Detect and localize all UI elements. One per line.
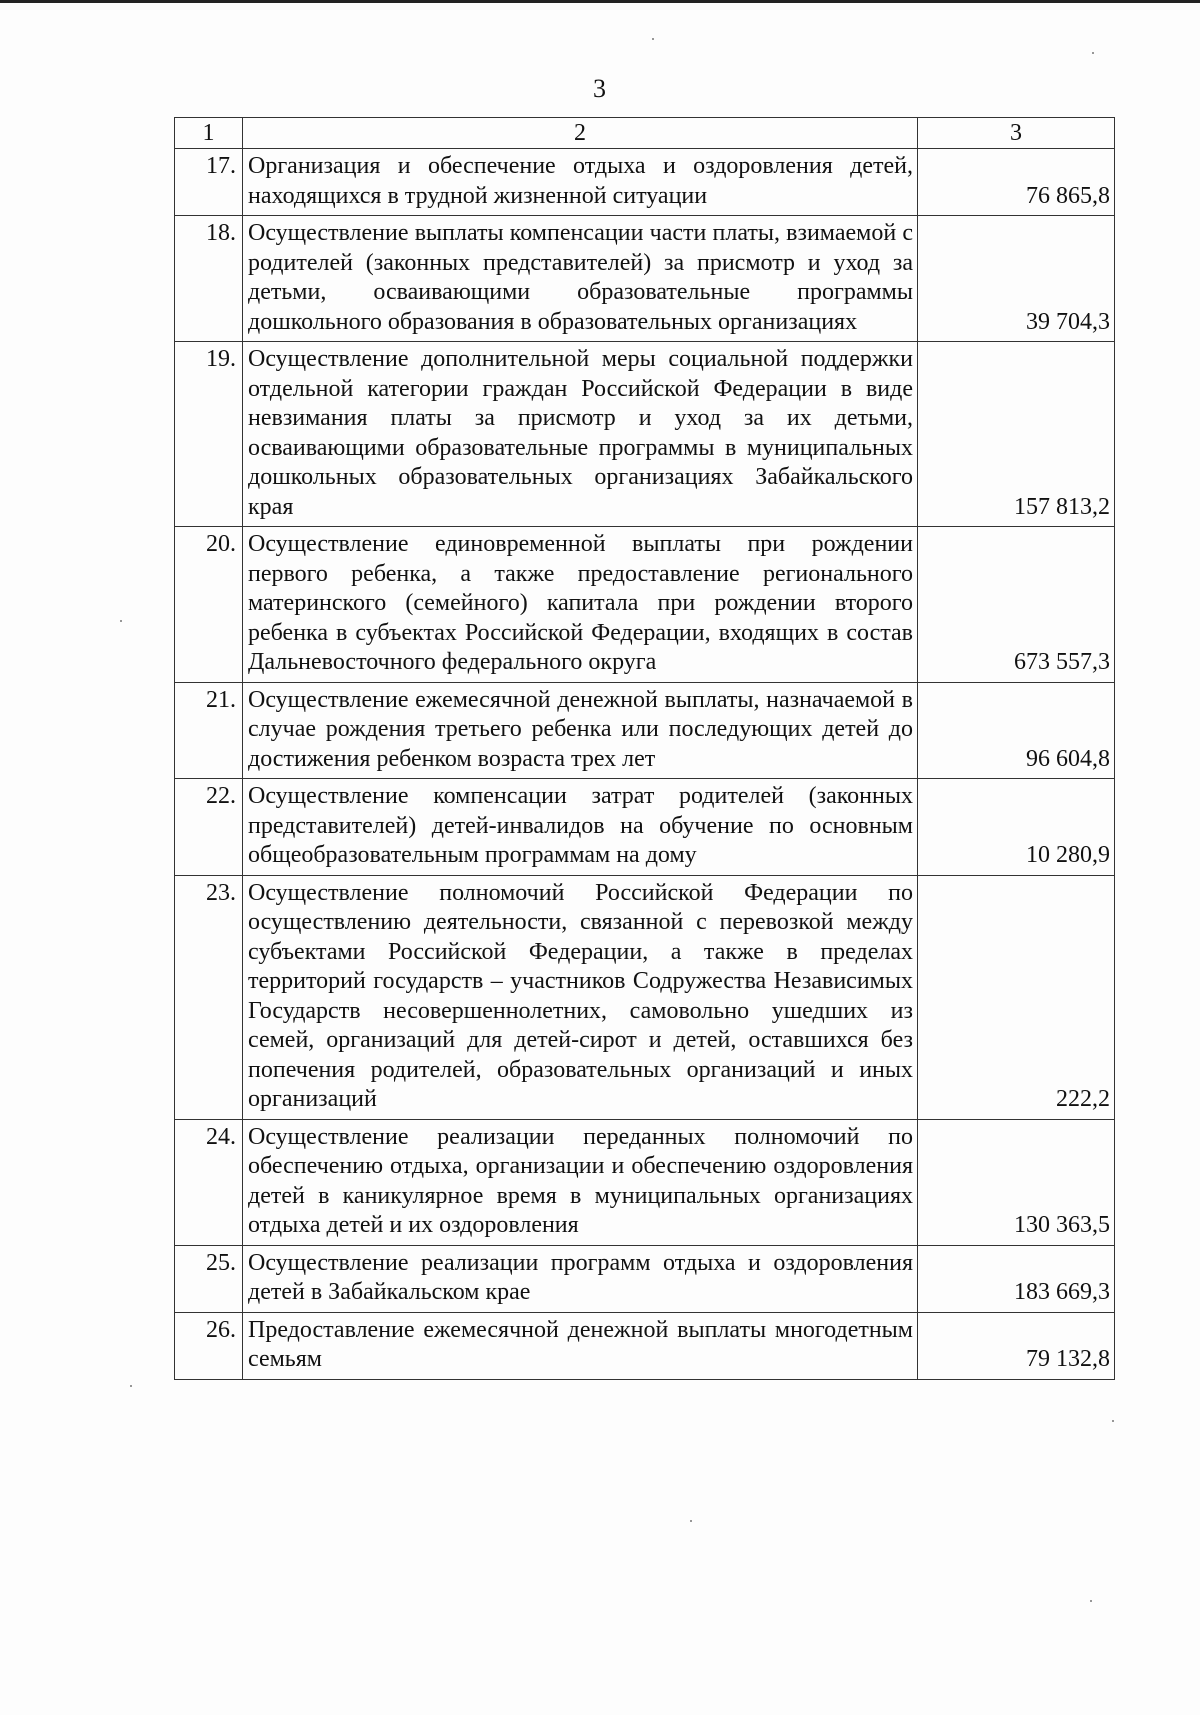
row-description: Осуществление полномочий Российской Федерации по осуществлению деятельности, связанной с перевозкой между субъектами Российской Федерации, а также в пределах территорий государств – участников Содружества Независимых Государств несовершеннолетних, самовольно ушедших из семей, организаций для детей-сирот и детей, оставшихся без попечения родителей, образовательных организаций и иных организаций: [243, 875, 918, 1119]
page-number: 3: [593, 74, 607, 103]
appropriations-table: [174, 117, 1115, 1380]
row-description: Осуществление реализации программ отдыха и оздоровления детей в Забайкальском крае: [243, 1245, 918, 1312]
table-row: [175, 875, 1115, 1119]
table-row: [175, 342, 1115, 527]
row-amount: 673 557,3: [918, 527, 1115, 683]
row-amount: 39 704,3: [918, 216, 1115, 342]
table-row: [175, 1245, 1115, 1312]
row-number: 24.: [175, 1119, 243, 1245]
header-row: [175, 118, 1115, 149]
header-cell-number: 1: [175, 118, 243, 149]
scan-speck: [652, 38, 654, 40]
row-amount: 10 280,9: [918, 779, 1115, 876]
row-description: Осуществление компенсации затрат родителей (законных представителей) детей-инвалидов на обучение по основным общеобразовательным программам на дому: [243, 779, 918, 876]
row-amount: 183 669,3: [918, 1245, 1115, 1312]
scan-speck: [120, 620, 122, 622]
row-number: 21.: [175, 682, 243, 779]
row-amount: 222,2: [918, 875, 1115, 1119]
header-cell-amount: 3: [918, 118, 1115, 149]
row-amount: 96 604,8: [918, 682, 1115, 779]
row-number: 18.: [175, 216, 243, 342]
row-number: 23.: [175, 875, 243, 1119]
scan-speck: [1090, 1600, 1092, 1602]
row-description: Осуществление ежемесячной денежной выплаты, назначаемой в случае рождения третьего ребенка или последующих детей до достижения ребенком возраста трех лет: [243, 682, 918, 779]
row-amount: 79 132,8: [918, 1312, 1115, 1379]
row-description: Осуществление дополнительной меры социальной поддержки отдельной категории граждан Российской Федерации в виде невзимания платы за присмотр и уход за их детьми, осваивающими образовательные программы в муниципальных дошкольных образовательных организациях Забайкальского края: [243, 342, 918, 527]
table-row: [175, 682, 1115, 779]
scan-speck: [1092, 52, 1094, 54]
row-amount: 157 813,2: [918, 342, 1115, 527]
row-description: Организация и обеспечение отдыха и оздоровления детей, находящихся в трудной жизненной ситуации: [243, 149, 918, 216]
table-row: [175, 527, 1115, 683]
table-row: [175, 149, 1115, 216]
scan-speck: [1112, 1420, 1114, 1422]
row-number: 26.: [175, 1312, 243, 1379]
row-description: Осуществление выплаты компенсации части платы, взимаемой с родителей (законных представителей) за присмотр и уход за детьми, осваивающими образовательные программы дошкольного образования в образовательных организациях: [243, 216, 918, 342]
row-number: 19.: [175, 342, 243, 527]
scan-speck: [690, 1520, 692, 1522]
row-number: 17.: [175, 149, 243, 216]
scan-top-edge: [0, 0, 1200, 3]
row-number: 20.: [175, 527, 243, 683]
table-row: [175, 1119, 1115, 1245]
row-number: 22.: [175, 779, 243, 876]
row-number: 25.: [175, 1245, 243, 1312]
row-description: Осуществление реализации переданных полномочий по обеспечению отдыха, организации и обеспечению оздоровления детей в каникулярное время в муниципальных организациях отдыха детей и их оздоровления: [243, 1119, 918, 1245]
row-amount: 130 363,5: [918, 1119, 1115, 1245]
table-row: [175, 216, 1115, 342]
table-row: [175, 779, 1115, 876]
row-description: Осуществление единовременной выплаты при рождении первого ребенка, а также предоставление регионального материнского (семейного) капитала при рождении второго ребенка в субъектах Российской Федерации, входящих в состав Дальневосточного федерального округа: [243, 527, 918, 683]
row-description: Предоставление ежемесячной денежной выплаты многодетным семьям: [243, 1312, 918, 1379]
table-row: [175, 1312, 1115, 1379]
row-amount: 76 865,8: [918, 149, 1115, 216]
header-cell-name: 2: [243, 118, 918, 149]
scan-speck: [130, 1385, 132, 1387]
